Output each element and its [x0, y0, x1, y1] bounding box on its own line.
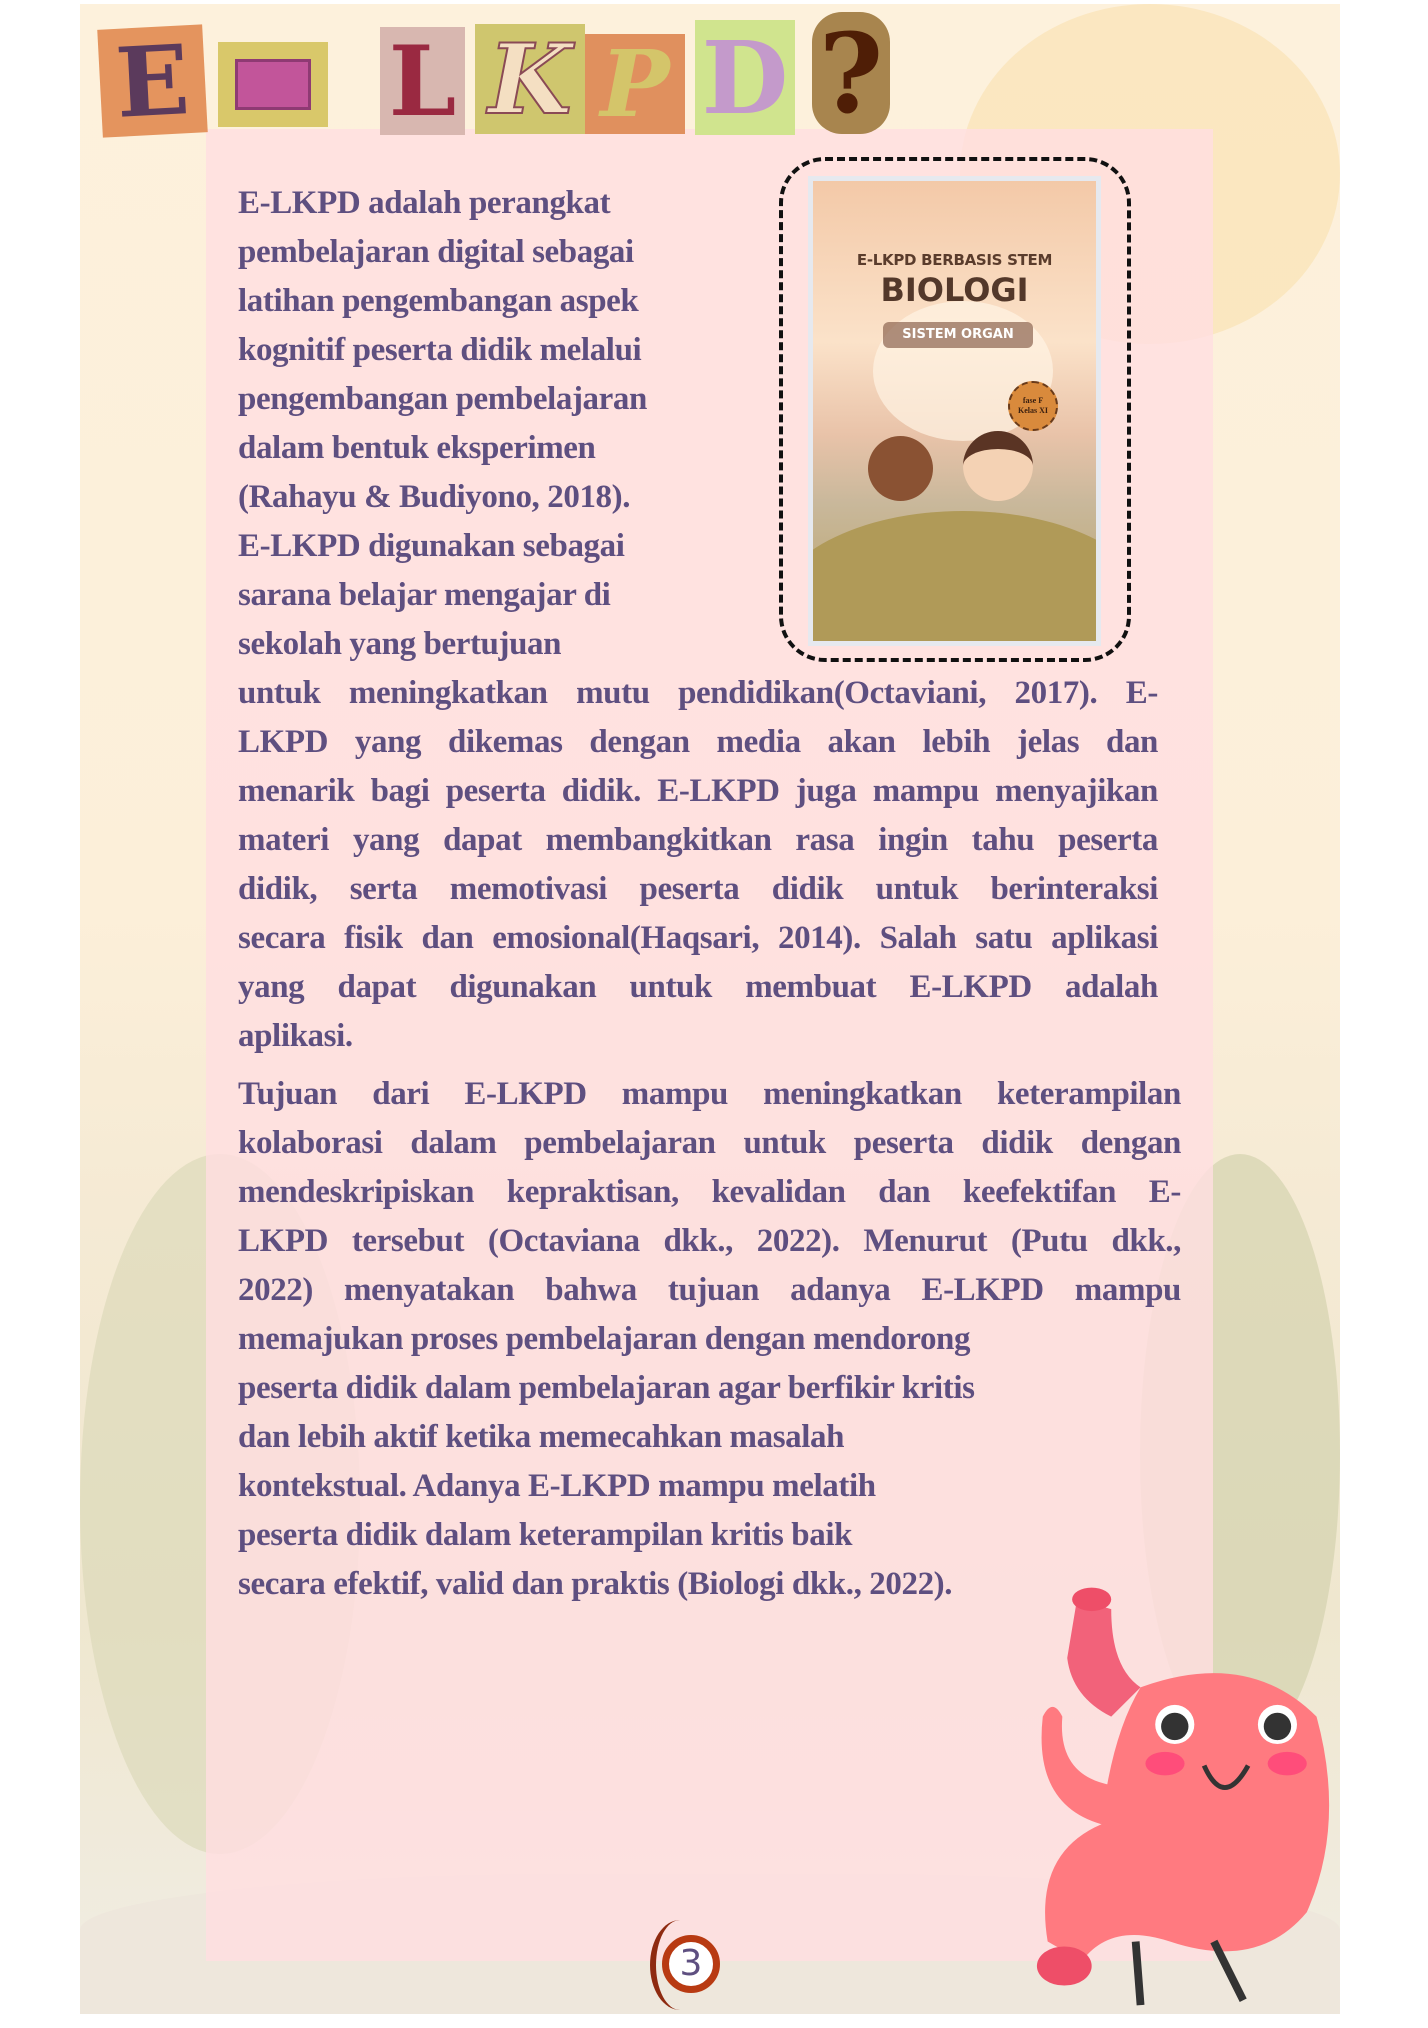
logo-letter-e: E [97, 24, 208, 137]
cheek [1268, 1752, 1307, 1775]
paragraph-line: memajukan proses pembelajaran dengan mendorong [238, 1321, 971, 1357]
paragraph-line: kontekstual. Adanya E-LKPD mampu melatih [238, 1468, 876, 1504]
cover-topic: SISTEM ORGAN [883, 322, 1033, 348]
paragraph-line: Tujuan dari E-LKPD mampu meningkatkan keterampilan [238, 1076, 1181, 1112]
esophagus-opening [1072, 1588, 1111, 1611]
paragraph-line: secara fisik dan emosional(Haqsari, 2014). Salah satu aplikasi [238, 920, 1158, 956]
girl-illustration [963, 431, 1033, 501]
logo-dash [218, 42, 328, 127]
cover-title: BIOLOGI [880, 271, 1029, 309]
cover-foliage [808, 511, 1101, 646]
logo-letter-l: L [380, 27, 465, 135]
cover-subtitle: E-LKPD BERBASIS STEM [856, 251, 1053, 269]
logo-dash-block [235, 59, 311, 110]
paragraph-line: didik, serta memotivasi peserta didik untuk berinteraksi [238, 871, 1158, 907]
arm [1042, 1707, 1112, 1824]
paragraph-line: sekolah yang bertujuan [238, 626, 562, 662]
paragraph-line: peserta didik dalam pembelajaran agar berfikir kritis [238, 1370, 975, 1406]
paragraph-line: kognitif peserta didik melalui [238, 332, 642, 368]
cheek [1145, 1752, 1184, 1775]
paragraph-line: E-LKPD adalah perangkat [238, 185, 611, 221]
paragraph-line: materi yang dapat membangkitkan rasa ingin tahu peserta [238, 822, 1158, 858]
paragraph-line: secara efektif, valid dan praktis (Biologi dkk., 2022). [238, 1566, 953, 1602]
boy-illustration [868, 436, 933, 501]
esophagus [1067, 1599, 1140, 1716]
title-logo [100, 8, 980, 140]
right-pupil [1264, 1713, 1291, 1740]
paragraph-line: pengembangan pembelajaran [238, 381, 647, 417]
paragraph-line: 2022) menyatakan bahwa tujuan adanya E-LKPD mampu [238, 1272, 1181, 1308]
paragraph-line: aplikasi. [238, 1018, 353, 1054]
page-number: 3 [662, 1935, 720, 1993]
logo-letter-d: D [695, 20, 795, 135]
paragraph-line: untuk meningkatkan mutu pendidikan(Octaviani, 2017). E- [238, 675, 1158, 711]
book-cover-image [808, 176, 1101, 646]
paragraph-line: yang dapat digunakan untuk membuat E-LKPD adalah [238, 969, 1158, 1005]
badge-line1: fase F [1022, 396, 1044, 405]
paragraph-line: dalam bentuk eksperimen [238, 430, 596, 466]
paragraph-line: menarik bagi peserta didik. E-LKPD juga mampu menyajikan [238, 773, 1158, 809]
paragraph-line: kolaborasi dalam pembelajaran untuk peserta didik dengan [238, 1125, 1181, 1161]
logo-letter-k: K [475, 24, 585, 134]
logo-letter-p: P [585, 34, 685, 134]
stomach-outlet [1037, 1946, 1092, 1985]
left-pupil [1161, 1713, 1188, 1740]
paragraph-line: peserta didik dalam keterampilan kritis baik [238, 1517, 853, 1553]
badge-line2: Kelas XI [1018, 406, 1048, 415]
logo-question-mark: ? [812, 12, 890, 134]
paragraph-line: dan lebih aktif ketika memecahkan masalah [238, 1419, 845, 1455]
stomach-mascot-illustration [990, 1570, 1340, 2010]
paragraph-line: latihan pengembangan aspek [238, 283, 639, 319]
paragraph-line: LKPD yang dikemas dengan media akan lebih jelas dan [238, 724, 1158, 760]
paragraph-line: mendeskripiskan kepraktisan, kevalidan dan keefektifan E- [238, 1174, 1181, 1210]
paragraph-line: E-LKPD digunakan sebagai [238, 528, 625, 564]
paragraph-line: sarana belajar mengajar di [238, 577, 611, 613]
cover-badge [1008, 381, 1058, 431]
paragraph-line: (Rahayu & Budiyono, 2018). [238, 479, 631, 515]
paragraph-line: LKPD tersebut (Octaviana dkk., 2022). Menurut (Putu dkk., [238, 1223, 1181, 1259]
paragraph-line: pembelajaran digital sebagai [238, 234, 634, 270]
